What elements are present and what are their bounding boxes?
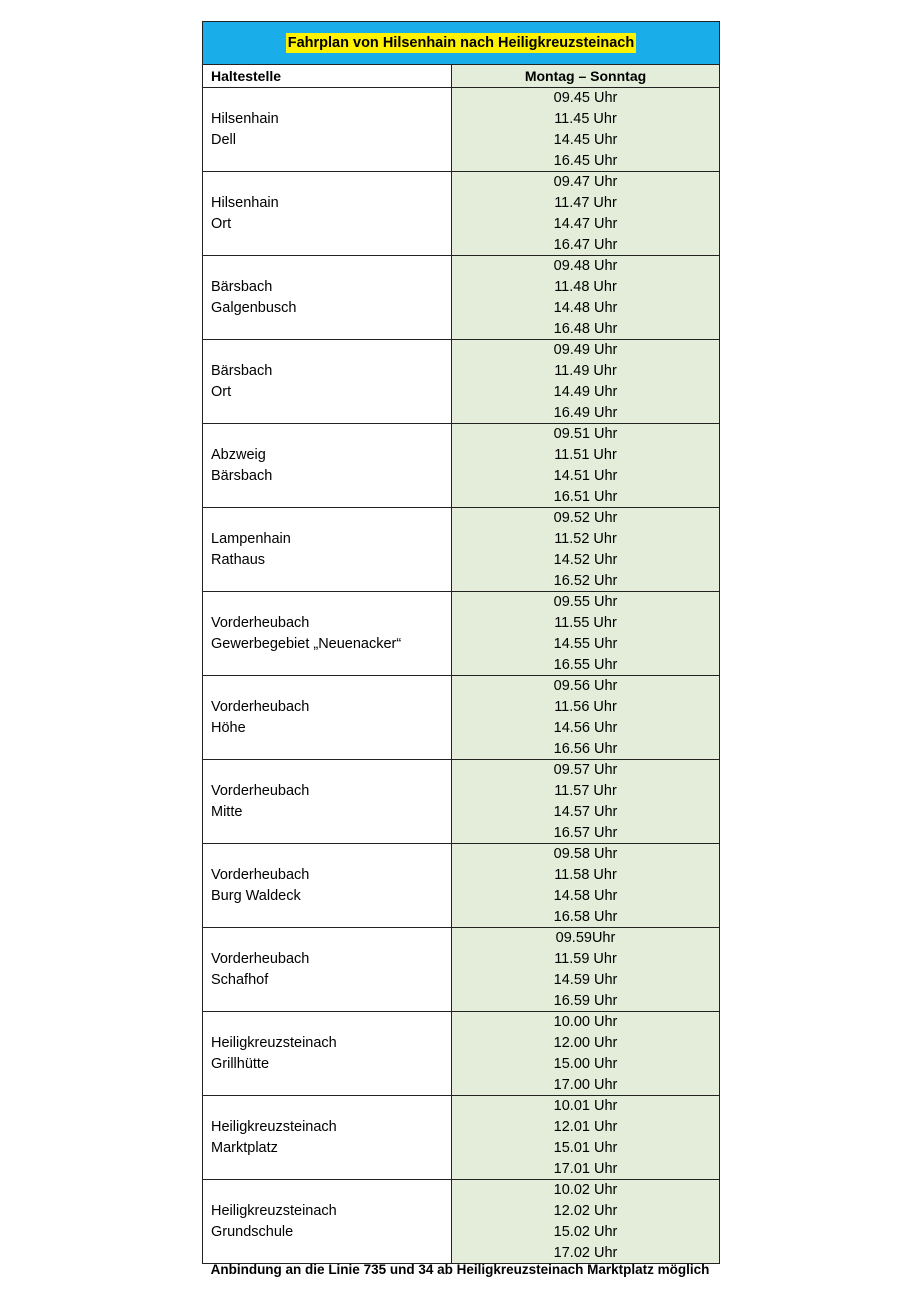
stop-name-line2: Galgenbusch [211, 299, 297, 316]
stop-name-line2: Gewerbegebiet „Neuenacker“ [211, 635, 402, 652]
stop-name-line1: Bärsbach [211, 278, 273, 295]
stop-name-line1: Abzweig [211, 446, 266, 463]
departure-time: 09.58 Uhr [553, 846, 618, 863]
departure-time: 11.56 Uhr [554, 699, 617, 716]
stop-name [203, 1012, 452, 1095]
departure-times [452, 172, 719, 255]
stop-name-line1: Bärsbach [211, 362, 273, 379]
departure-time: 16.59 Uhr [553, 992, 618, 1009]
departure-times [452, 1180, 719, 1263]
stop-name [203, 256, 452, 339]
departure-time: 11.55 Uhr [554, 615, 617, 632]
stop-name-line1: Heiligkreuzsteinach [211, 1118, 337, 1135]
table-row [203, 1096, 719, 1180]
stop-name-line2: Rathaus [211, 551, 266, 568]
departure-time: 09.59Uhr [555, 930, 616, 947]
table-header [203, 65, 719, 88]
departure-times [452, 424, 719, 507]
stop-name-line1: Vorderheubach [211, 782, 310, 799]
departure-time: 12.01 Uhr [553, 1119, 618, 1136]
departure-time: 09.52 Uhr [553, 510, 618, 527]
stop-name-line1: Vorderheubach [211, 698, 310, 715]
departure-time: 09.49 Uhr [553, 342, 618, 359]
departure-time: 14.56 Uhr [553, 719, 618, 736]
stop-name [203, 676, 452, 759]
departure-time: 15.01 Uhr [553, 1139, 618, 1156]
departure-time: 15.02 Uhr [553, 1223, 618, 1240]
departure-time: 14.59 Uhr [553, 971, 618, 988]
departure-times [452, 844, 719, 927]
table-row [203, 172, 719, 256]
departure-times [452, 88, 719, 171]
stop-name-line1: Heiligkreuzsteinach [211, 1034, 337, 1051]
stop-name [203, 760, 452, 843]
departure-times [452, 508, 719, 591]
departure-time: 17.01 Uhr [553, 1160, 618, 1177]
departure-time: 16.55 Uhr [553, 656, 618, 673]
stop-name [203, 844, 452, 927]
departure-time: 11.58 Uhr [554, 867, 617, 884]
stop-name [203, 928, 452, 1011]
table-row [203, 928, 719, 1012]
departure-times [452, 760, 719, 843]
stop-name [203, 1096, 452, 1179]
departure-time: 14.48 Uhr [553, 299, 618, 316]
table-row [203, 256, 719, 340]
departure-time: 09.51 Uhr [553, 426, 618, 443]
table-row [203, 676, 719, 760]
departure-time: 11.45 Uhr [554, 111, 617, 128]
departure-time: 09.47 Uhr [553, 174, 618, 191]
table-row [203, 1180, 719, 1263]
stop-name [203, 340, 452, 423]
departure-time: 10.02 Uhr [553, 1182, 618, 1199]
stop-name-line2: Grundschule [211, 1223, 294, 1240]
timetable [202, 21, 720, 1264]
departure-time: 15.00 Uhr [553, 1055, 618, 1072]
departure-time: 11.59 Uhr [554, 951, 617, 968]
departure-time: 11.49 Uhr [554, 363, 617, 380]
departure-time: 14.47 Uhr [553, 215, 618, 232]
departure-time: 14.49 Uhr [553, 383, 618, 400]
stop-name-line2: Schafhof [211, 971, 269, 988]
departure-times [452, 676, 719, 759]
stop-name-line2: Burg Waldeck [211, 887, 301, 904]
departure-time: 10.00 Uhr [553, 1014, 618, 1031]
departure-time: 09.57 Uhr [553, 762, 618, 779]
stop-name-line2: Bärsbach [211, 467, 273, 484]
departure-time: 11.57 Uhr [554, 783, 617, 800]
departure-time: 16.58 Uhr [553, 908, 618, 925]
departure-time: 14.57 Uhr [553, 803, 618, 820]
stop-name-line2: Marktplatz [211, 1139, 278, 1156]
stop-name-line2: Ort [211, 383, 232, 400]
departure-time: 14.58 Uhr [553, 887, 618, 904]
departure-time: 16.52 Uhr [553, 572, 618, 589]
stop-name-line1: Vorderheubach [211, 866, 310, 883]
table-row [203, 340, 719, 424]
departure-time: 17.02 Uhr [553, 1244, 618, 1261]
departure-time: 12.02 Uhr [553, 1203, 618, 1220]
page-title: Fahrplan von Hilsenhain nach Heiligkreuzsteinach [287, 35, 635, 51]
stop-name [203, 88, 452, 171]
departure-time: 12.00 Uhr [553, 1035, 618, 1052]
departure-time: 14.52 Uhr [553, 551, 618, 568]
stop-name [203, 592, 452, 675]
stop-name-line2: Grillhütte [211, 1055, 270, 1072]
departure-time: 09.55 Uhr [553, 594, 618, 611]
stop-name [203, 172, 452, 255]
departure-times [452, 1012, 719, 1095]
departure-times [452, 928, 719, 1011]
departure-times [452, 1096, 719, 1179]
departure-time: 10.01 Uhr [553, 1098, 618, 1115]
departure-times [452, 256, 719, 339]
departure-time: 09.56 Uhr [553, 678, 618, 695]
table-row [203, 844, 719, 928]
departure-time: 16.45 Uhr [553, 152, 618, 169]
stop-name-line2: Dell [211, 131, 236, 148]
table-row [203, 424, 719, 508]
table-row [203, 1012, 719, 1096]
table-row [203, 508, 719, 592]
departure-time: 16.57 Uhr [553, 824, 618, 841]
departure-time: 16.56 Uhr [553, 740, 618, 757]
stop-name-line1: Hilsenhain [211, 194, 279, 211]
stop-name [203, 1180, 452, 1263]
departure-time: 14.51 Uhr [553, 467, 618, 484]
table-row [203, 592, 719, 676]
departure-time: 11.47 Uhr [554, 195, 617, 212]
stop-name-line1: Hilsenhain [211, 110, 279, 127]
footnote: Anbindung an die Linie 735 und 34 ab Heiligkreuzsteinach Marktplatz möglich [210, 1262, 710, 1277]
stop-name-line1: Vorderheubach [211, 614, 310, 631]
stop-name-line1: Heiligkreuzsteinach [211, 1202, 337, 1219]
departure-time: 09.45 Uhr [553, 90, 618, 107]
stop-name-line2: Ort [211, 215, 232, 232]
departure-times [452, 592, 719, 675]
stop-name-line2: Mitte [211, 803, 243, 820]
stop-name-line1: Vorderheubach [211, 950, 310, 967]
table-row [203, 760, 719, 844]
departure-time: 17.00 Uhr [553, 1076, 618, 1093]
stop-name [203, 424, 452, 507]
departure-times [452, 340, 719, 423]
column-header-days: Montag – Sonntag [452, 65, 719, 87]
departure-time: 11.52 Uhr [554, 531, 617, 548]
table-row [203, 88, 719, 172]
stop-name [203, 508, 452, 591]
stop-name-line2: Höhe [211, 719, 246, 736]
table-body [203, 88, 719, 1263]
departure-time: 14.55 Uhr [553, 635, 618, 652]
departure-time: 11.51 Uhr [554, 447, 617, 464]
stop-name-line1: Lampenhain [211, 530, 291, 547]
departure-time: 11.48 Uhr [554, 279, 617, 296]
column-header-stop: Haltestelle [203, 65, 452, 87]
departure-time: 16.48 Uhr [553, 320, 618, 337]
departure-time: 16.49 Uhr [553, 404, 618, 421]
title-bar [203, 22, 719, 65]
departure-time: 14.45 Uhr [553, 131, 618, 148]
departure-time: 16.51 Uhr [553, 488, 618, 505]
departure-time: 09.48 Uhr [553, 258, 618, 275]
departure-time: 16.47 Uhr [553, 236, 618, 253]
